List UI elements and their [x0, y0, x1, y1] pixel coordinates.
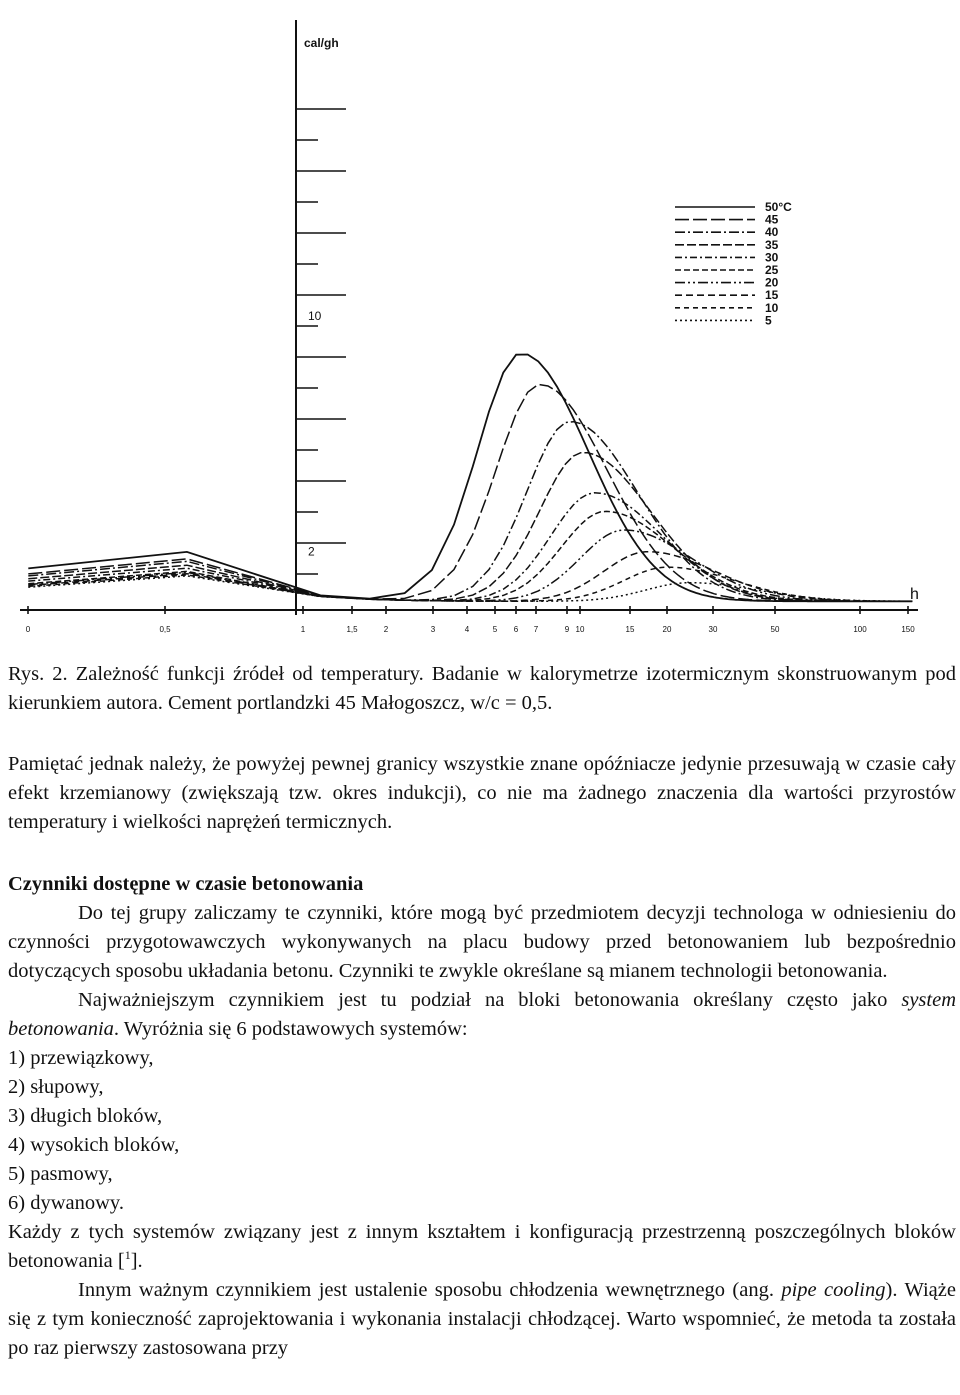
term-pipe-cooling: pipe cooling	[781, 1279, 886, 1301]
x-tick-label: 3	[430, 625, 436, 634]
list-item: 3) długich bloków,	[8, 1105, 163, 1127]
reference-number: 1	[124, 1248, 131, 1263]
x-tick-label: 1	[300, 625, 306, 634]
term-system-betonowania: system betonowania	[8, 989, 956, 1040]
x-tick-label: 5	[492, 625, 498, 634]
figure-caption: Rys. 2. Zależność funkcji źródeł od temperatury. Badanie w kalorymetrze izotermicznym skonstruowanym pod kierunkiem autora. Cement portlandzki 45 Małogoszcz, w/c = 0,5.	[8, 663, 956, 714]
paragraph-block-shapes: Każdy z tych systemów związany jest z innym kształtem i konfiguracją przestrzenną poszczególnych bloków betonowania [$^1$].	[8, 1221, 956, 1272]
legend-label: 35	[765, 237, 779, 252]
list-item: 4) wysokich bloków,	[8, 1134, 180, 1156]
paragraph-pipe-cooling: Innym ważnym czynnikiem jest ustalenie sposobu chłodzenia wewnętrznego (ang. pipe cooling). Wiąże się z tym konieczność zaprojektowania i wykonania instalacji chłodzącej. Warto wspomnieć, że metoda ta została po raz pierwszy zastosowana przy	[8, 1279, 956, 1359]
series-line	[28, 422, 912, 602]
x-tick-label: 2	[383, 625, 389, 634]
legend-label: 20	[765, 275, 779, 290]
y-tick-label: 10	[308, 308, 322, 323]
legend-label: 5	[765, 313, 772, 328]
legend-label: 50°C	[765, 200, 792, 214]
legend-label: 10	[765, 300, 779, 315]
y-tick-label: 2	[308, 544, 315, 559]
series-line	[28, 530, 912, 601]
legend-label: 15	[765, 288, 779, 303]
legend-label: 45	[765, 212, 779, 227]
list-item: 6) dywanowy.	[8, 1192, 124, 1214]
legend-label: 30	[765, 250, 779, 265]
x-tick-label: 7	[533, 625, 539, 634]
chart-legend	[675, 200, 792, 327]
legend-label: 25	[765, 263, 779, 277]
x-tick-label: 9	[564, 625, 570, 634]
series-line	[28, 511, 912, 601]
series-line	[28, 384, 912, 601]
y-unit-label: cal/gh	[304, 36, 339, 50]
x-tick-label: 0,5	[159, 625, 171, 634]
systems-list	[8, 1044, 956, 1218]
x-tick-label: 150	[901, 625, 915, 634]
x-tick-label: 30	[708, 625, 718, 634]
x-tick-label: 50	[770, 625, 780, 634]
chart-curves	[28, 355, 912, 602]
x-tick-label: 4	[464, 625, 470, 634]
x-tick-label: 10	[575, 625, 585, 634]
heat-evolution-chart	[0, 0, 960, 640]
x-unit-label: h	[910, 586, 919, 603]
series-line	[28, 493, 912, 602]
x-tick-label: 0	[25, 625, 31, 634]
legend-label: 40	[765, 225, 779, 240]
list-item: 1) przewiązkowy,	[8, 1047, 154, 1069]
x-tick-label: 6	[513, 625, 519, 634]
paragraph-systems-intro: Najważniejszym czynnikiem jest tu podział na bloki betonowania określany często jako system betonowania. Wyróżnia się 6 podstawowych systemów:	[8, 989, 956, 1040]
list-item: 2) słupowy,	[8, 1076, 104, 1098]
section-heading: Czynniki dostępne w czasie betonowania	[8, 873, 364, 895]
x-tick-label: 100	[853, 625, 867, 634]
paragraph-retarders: Pamiętać jednak należy, że powyżej pewnej granicy wszystkie znane opóźniacze jedynie przesuwają w czasie cały efekt krzemianowy (zwiększają tzw. okres indukcji), co nie ma żadnego znaczenia dla wartości przyrostów temperatury i wielkości naprężeń termicznych.	[8, 753, 956, 833]
x-tick-label: 15	[625, 625, 635, 634]
paragraph-technology: Do tej grupy zaliczamy te czynniki, które mogą być przedmiotem decyzji technologa w odniesieniu do czynności przygotowawczych wykonywanych na placu budowy przed betonowaniem lub bezpośrednio dotyczących sposobu układania betonu. Czynniki te zwykle określane są mianem technologii betonowania.	[8, 902, 956, 982]
x-tick-label: 1,5	[346, 625, 358, 634]
list-item: 5) pasmowy,	[8, 1163, 113, 1185]
x-tick-label: 20	[662, 625, 672, 634]
